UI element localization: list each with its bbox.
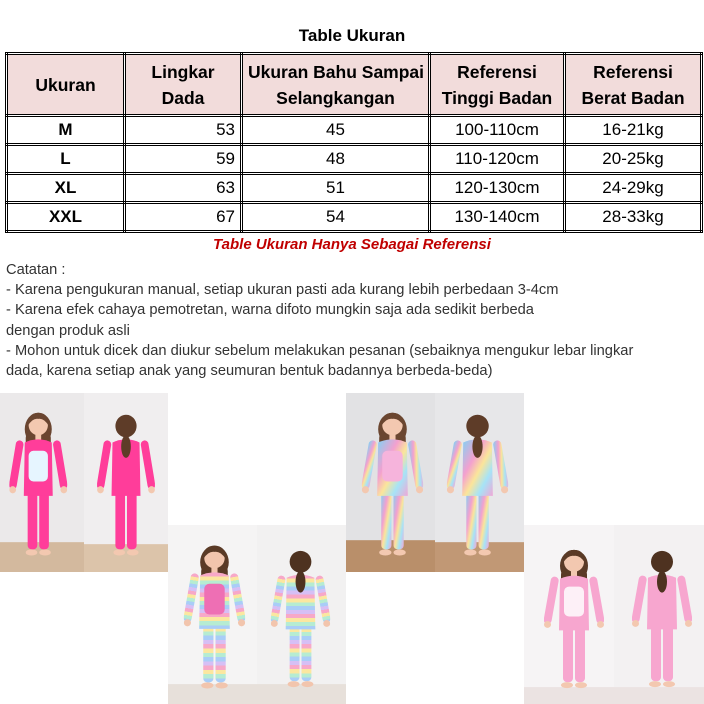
header-line: Referensi [593,61,673,82]
header-shoulder-to-crotch [242,54,430,116]
cell-weight-reference: 28-33kg [565,203,702,232]
header-line: Lingkar [151,61,215,82]
cell-height-reference: 130-140cm [430,203,565,232]
cell-chest: 59 [125,145,242,174]
header-line: Referensi [457,61,537,82]
cell-weight-reference: 20-25kg [565,145,702,174]
header-line: Dada [161,87,205,108]
table-row [7,145,702,174]
note-line: - Karena pengukuran manual, setiap ukuran pasti ada kurang lebih perbedaan 3-4cm [6,282,559,299]
size-table [5,52,703,233]
notes-block [6,260,633,381]
cell-chest: 53 [125,116,242,145]
header-line: Tinggi Badan [441,87,553,108]
cell-shoulder-to-crotch: 48 [242,145,430,174]
cell-weight-reference: 16-21kg [565,116,702,145]
note-line: - Karena efek cahaya pemotretan, warna difoto mungkin saja ada sedikit berbeda [6,302,534,319]
cell-chest: 67 [125,203,242,232]
table-row [7,116,702,145]
header-line: Ukuran Bahu Sampai [248,61,425,82]
photo-illustration [0,393,168,572]
cell-size: XXL [7,203,125,232]
product-photo-tie-dye [346,393,524,572]
table-row [7,203,702,232]
header-chest [125,54,242,116]
photo-illustration [168,525,346,704]
table-header-row [7,54,702,116]
product-photo-pink-unicorn [0,393,168,572]
cell-size: M [7,116,125,145]
note-line: dada, karena setiap anak yang seumuran bentuk badannya berbeda-beda) [6,363,493,380]
cell-shoulder-to-crotch: 51 [242,174,430,203]
header-line: Selangkangan [276,87,395,108]
page-title: Table Ukuran [298,26,406,45]
cell-height-reference: 100-110cm [430,116,565,145]
size-disclaimer: Table Ukuran Hanya Sebagai Referensi [213,236,491,253]
product-photo-light-pink-unicorn [524,525,704,704]
cell-height-reference: 110-120cm [430,145,565,174]
cell-size: L [7,145,125,174]
table-row [7,174,702,203]
photo-illustration [524,525,704,704]
cell-shoulder-to-crotch: 45 [242,116,430,145]
header-line: Ukuran [35,74,96,95]
cell-chest: 63 [125,174,242,203]
cell-height-reference: 120-130cm [430,174,565,203]
photo-floor [84,544,168,572]
notes-heading: Catatan : [6,262,66,278]
photo-floor [524,687,704,704]
cell-weight-reference: 24-29kg [565,174,702,203]
product-photo-rainbow-stripes [168,525,346,704]
header-weight-reference [565,54,702,116]
cell-shoulder-to-crotch: 54 [242,203,430,232]
header-line: Berat Badan [581,87,685,108]
note-line: dengan produk asli [6,322,130,339]
cell-size: XL [7,174,125,203]
header-height-reference [430,54,565,116]
note-line: - Mohon untuk dicek dan diukur sebelum melakukan pesanan (sebaiknya mengukur lebar lingkar [6,342,634,359]
header-size [7,54,125,116]
photo-illustration [346,393,524,572]
photo-floor [168,684,346,704]
